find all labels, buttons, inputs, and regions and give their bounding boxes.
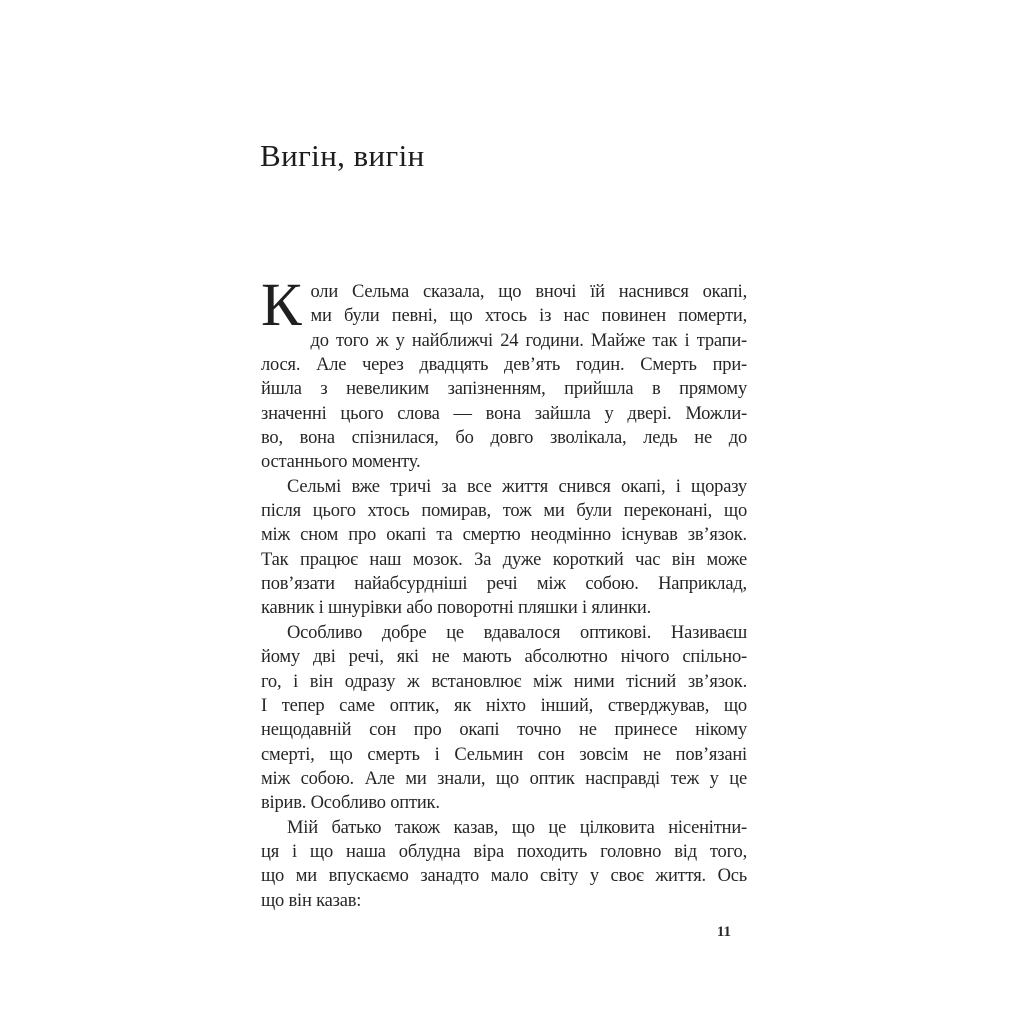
text-line: лося. Але через двадцять дев’ять годин. Смерть при-: [261, 355, 747, 376]
paragraph: [261, 272, 747, 475]
text-line: го, і він одразу ж встановлює між ними тісний зв’язок.: [261, 671, 747, 692]
text-line: Сельмі вже тричі за все життя снився окапі, і щоразу: [287, 476, 747, 497]
text-line: йому дві речі, які не мають абсолютно нічого спільно-: [261, 647, 747, 668]
text-line: йшла з невеликим запізненням, прийшла в прямому: [261, 379, 747, 400]
text-line: ми були певні, що хтось із нас повинен померти,: [310, 306, 747, 327]
text-line: що він казав:: [261, 890, 362, 911]
text-line: оли Сельма сказала, що вночі їй наснився окапі,: [310, 282, 747, 302]
text-line: нещодавній сон про окапі точно не принесе нікому: [261, 720, 747, 741]
text-line: після цього хтось помирав, тож ми були переконані, що: [261, 501, 747, 522]
text-line: Особливо добре це вдавалося оптикові. Називаєш: [287, 622, 747, 643]
paragraph: [261, 475, 747, 621]
drop-cap: К: [261, 272, 302, 339]
text-line: смерті, що смерть і Сельмин сон зовсім не пов’язані: [261, 744, 747, 765]
text-line: І тепер саме оптик, як ніхто інший, стверджував, що: [261, 695, 747, 716]
text-line: до того ж у найближчі 24 години. Майже так і трапи-: [310, 330, 747, 351]
text-line: Мій батько також казав, що це цілковита нісенітни-: [287, 817, 747, 838]
text-line: пов’язати найабсурдніші речі між собою. Наприклад,: [261, 574, 747, 595]
text-line: вірив. Особливо оптик.: [261, 793, 440, 814]
page-number: 11: [716, 924, 731, 940]
text-line: ця і що наша облудна віра походить головно від того,: [261, 841, 747, 862]
paragraph: [261, 816, 747, 913]
text-line: значенні цього слова — вона зайшла у двері. Можли-: [261, 403, 747, 424]
paragraph: [261, 621, 747, 816]
text-line: во, вона спізнилася, бо довго зволікала, ледь не до: [261, 428, 747, 449]
text-line: Так працює наш мозок. За дуже короткий час він може: [261, 549, 747, 570]
text-line: що ми впускаємо занадто мало світу у своє життя. Ось: [261, 866, 747, 887]
body-text: [261, 272, 747, 913]
text-line: між собою. Але ми знали, що оптик насправді теж у це: [261, 768, 747, 789]
chapter-title: Вигін, вигін: [260, 137, 425, 173]
text-line: останнього моменту.: [261, 452, 421, 473]
text-line: кавник і шнурівки або поворотні пляшки і ялинки.: [261, 598, 652, 619]
text-line: між сном про окапі та смертю неодмінно існував зв’язок.: [261, 525, 747, 546]
